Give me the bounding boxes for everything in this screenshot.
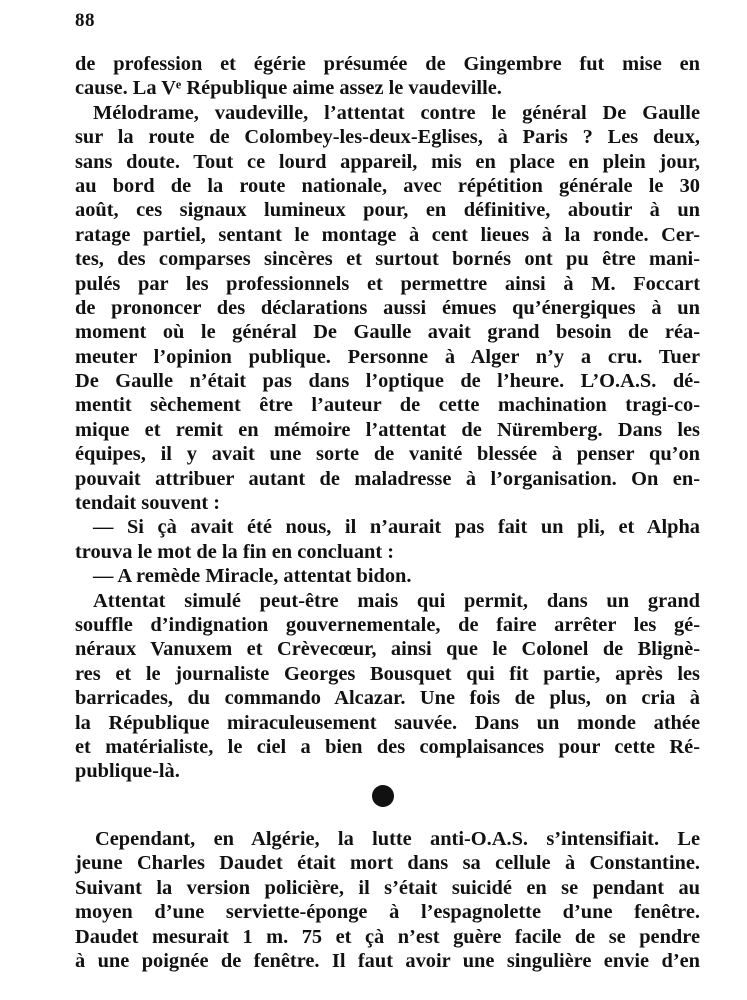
text-line: mentit sèchement être l’auteur de cette machination tragi-co- <box>75 394 700 417</box>
text-line: au bord de la route nationale, avec répétition générale le 30 <box>75 174 700 197</box>
text-block-continuation <box>75 827 700 973</box>
page-number: 88 <box>75 10 95 31</box>
text-line: sans doute. Tout ce lourd appareil, mis en place en plein jour, <box>75 150 700 173</box>
text-line: trouva le mot de la fin en concluant : <box>75 540 395 563</box>
text-line: cause. La Vᵉ République aime assez le vaudeville. <box>75 77 502 100</box>
text-line: moment où le général De Gaulle avait grand besoin de réa- <box>75 321 700 344</box>
text-line: Mélodrame, vaudeville, l’attentat contre le général De Gaulle <box>93 101 700 124</box>
text-line: Daudet mesurait 1 m. 75 et çà n’est guère facile de se pendre <box>75 925 700 948</box>
text-line: sur la route de Colombey-les-deux-Eglises, à Paris ? Les deux, <box>75 126 700 149</box>
text-line: mique et remit en mémoire l’attentat de Nüremberg. Dans les <box>75 418 700 441</box>
text-line: Suivant la version policière, il s’était suicidé en se pendant au <box>75 876 700 899</box>
text-line: res et le journaliste Georges Bousquet qui fit partie, après les <box>75 662 700 685</box>
text-line: jeune Charles Daudet était mort dans sa cellule à Constantine. <box>75 852 700 875</box>
text-line: barricades, du commando Alcazar. Une fois de plus, on cria à <box>75 687 700 710</box>
text-line: publique-là. <box>75 760 180 783</box>
text-line: équipes, il y avait une sorte de vanité blessée à penser qu’on <box>75 443 700 466</box>
text-line: ratage partiel, sentant le montage à cent lieues à la ronde. Cer- <box>75 223 700 246</box>
text-line: tendait souvent : <box>75 492 221 515</box>
text-line: tes, des comparses sincères et surtout bornés ont pu être mani- <box>75 248 700 271</box>
text-line: pulés par les professionnels et permettre ainsi à M. Foccart <box>75 272 700 295</box>
text-block-main <box>75 52 700 784</box>
text-line: De Gaulle n’était pas dans l’optique de l’heure. L’O.A.S. dé- <box>75 370 700 393</box>
text-line: Attentat simulé peut-être mais qui permit, dans un grand <box>93 589 700 612</box>
text-line: Cependant, en Algérie, la lutte anti-O.A.S. s’intensifiait. Le <box>95 828 700 850</box>
text-line: de profession et égérie présumée de Gingembre fut mise en <box>75 53 700 75</box>
text-line: — Si çà avait été nous, il n’aurait pas fait un pli, et Alpha <box>93 516 700 539</box>
text-line: à une poignée de fenêtre. Il faut avoir une singulière envie d’en <box>75 949 700 972</box>
text-line: — A remède Miracle, attentat bidon. <box>93 565 412 588</box>
text-line: néraux Vanuxem et Crèvecœur, ainsi que le Colonel de Blignè- <box>75 638 700 661</box>
section-separator-dot <box>372 785 394 807</box>
text-line: meuter l’opinion publique. Personne à Alger n’y a cru. Tuer <box>75 345 700 368</box>
text-line: et matérialiste, le ciel a bien des complaisances pour cette Ré- <box>75 735 700 758</box>
text-line: de prononcer des déclarations aussi émues qu’énergiques à un <box>75 296 700 319</box>
text-line: août, ces signaux lumineux pour, en définitive, aboutir à un <box>75 199 700 222</box>
text-line: pouvait attribuer autant de maladresse à l’organisation. On en- <box>75 467 700 490</box>
text-line: la République miraculeusement sauvée. Dans un monde athée <box>75 711 700 734</box>
text-line: moyen d’une serviette-éponge à l’espagnolette d’une fenêtre. <box>75 901 700 924</box>
text-line: souffle d’indignation gouvernementale, de faire arrêter les gé- <box>75 613 700 636</box>
